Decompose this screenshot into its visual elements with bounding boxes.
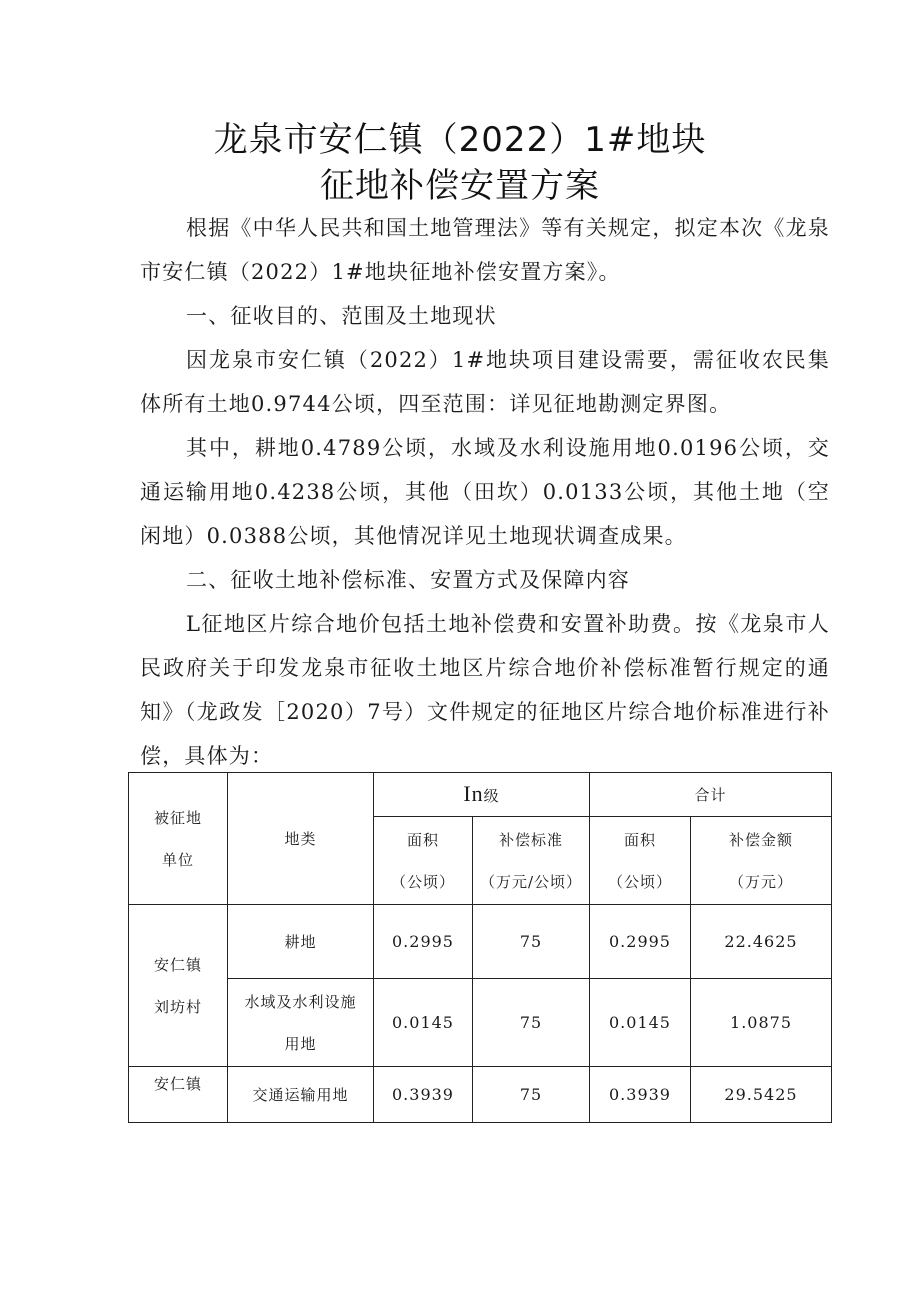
row-area: 0.0145 — [374, 979, 473, 1067]
section2-item1: L征地区片综合地价包括土地补偿费和安置补助费。按《龙泉市人民政府关于印发龙泉市征收土地区片综合地价补偿标准暂行规定的通知》（龙政发［2020）7号）文件规定的征地区片综合地价标准进行补偿，具体为： — [140, 612, 830, 768]
row-std: 75 — [473, 905, 590, 979]
header-grade: In级 — [374, 773, 590, 817]
document-title-line2: 征地补偿安置方案 — [320, 166, 600, 206]
section2-heading: 二、征收土地补偿标准、安置方式及保障内容 — [186, 568, 630, 592]
row-total-area: 0.2995 — [590, 905, 691, 979]
row-amount: 22.4625 — [691, 905, 832, 979]
row-area: 0.3939 — [374, 1067, 473, 1123]
row-land-type: 水域及水利设施 用地 — [228, 979, 374, 1067]
header-area: 面积 （公顷） — [374, 817, 473, 905]
intro-paragraph: 根据《中华人民共和国土地管理法》等有关规定，拟定本次《龙泉市安仁镇（2022）1#地块征地补偿安置方案》。 — [140, 216, 830, 284]
row-area: 0.2995 — [374, 905, 473, 979]
header-amount: 补偿金额 （万元） — [691, 817, 832, 905]
header-total: 合计 — [590, 773, 832, 817]
row-amount: 29.5425 — [691, 1067, 832, 1123]
table-row — [129, 905, 832, 979]
row-std: 75 — [473, 979, 590, 1067]
row-total-area: 0.0145 — [590, 979, 691, 1067]
table-row — [129, 979, 832, 1067]
row-unit: 安仁镇 — [129, 1067, 228, 1123]
document-title-line1: 龙泉市安仁镇（2022）1#地块 — [213, 120, 707, 160]
row-unit: 安仁镇 刘坊村 — [129, 905, 228, 1067]
row-total-area: 0.3939 — [590, 1067, 691, 1123]
row-land-type: 耕地 — [228, 905, 374, 979]
row-land-type: 交通运输用地 — [228, 1067, 374, 1123]
section1-detail: 其中，耕地0.4789公顷，水域及水利设施用地0.0196公顷，交通运输用地0.4238公顷，其他（田坎）0.0133公顷，其他土地（空闲地）0.0388公顷，其他情况详见土地现状调查成果。 — [140, 436, 830, 548]
table-row — [129, 1067, 832, 1123]
header-total-area: 面积 （公顷） — [590, 817, 691, 905]
header-std: 补偿标准 （万元/公顷） — [473, 817, 590, 905]
section1-body: 因龙泉市安仁镇（2022）1#地块项目建设需要，需征收农民集体所有土地0.9744公顷，四至范围：详见征地勘测定界图。 — [140, 348, 830, 416]
row-amount: 1.0875 — [691, 979, 832, 1067]
compensation-table — [128, 772, 832, 1123]
table-header-row — [129, 773, 832, 817]
header-unit: 被征地 单位 — [129, 773, 228, 905]
section1-heading: 一、征收目的、范围及土地现状 — [186, 304, 497, 328]
header-land-type: 地类 — [228, 773, 374, 905]
row-std: 75 — [473, 1067, 590, 1123]
